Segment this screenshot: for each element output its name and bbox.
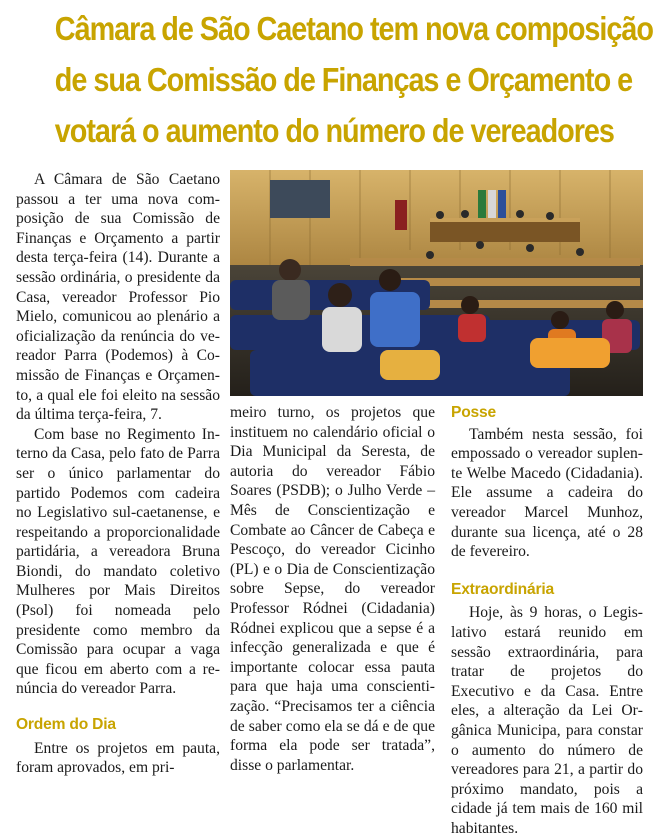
paragraph-projetos: meiro turno, os projetos que instituem no calendário oficial o Dia Municipal da Seresta, de autoria do vereador Fábio Soares (PSDB); o Julho Verde – Mês de Conscientização e Combate ao Câncer de Cabeça e Pescoço, do vereador Cicinho (PL) e o Dia de Conscientização sobre Sepse, do vereador Professor Ródnei (Cidadania) Ródnei explicou que a sepse é a infecção generalizada e que é importante colocar essa pauta para que haja uma conscientização. “Precisamos ter a ciência de saber como ela se dá e de que forma ela pode ser tratada”, disse o parlamentar.	[230, 404, 435, 774]
headline	[54, 4, 653, 157]
article-column-2	[230, 403, 435, 775]
paragraph-intro: A Câmara de São Caetano passou a ter uma nova composição de sua Comissão de Finanças e Orçamento a partir desta terça-feira (14). Durante a sessão ordinária, o presidente da Casa, vereador Professor Pio Mielo, comunicou ao plenário a oficialização da renúncia do vereador Parra (Podemos) à Comissão de Finanças e Orçamento, a qual ele foi eleito na sessão da última terça-feira, 7.	[16, 171, 220, 424]
article-column-3	[451, 403, 643, 838]
subhead-posse: Posse	[451, 404, 496, 421]
photo-illustration	[230, 170, 643, 396]
headline-line-2: de sua Comissão de Finanças e Orçamento e	[54, 62, 633, 99]
paragraph-posse: Também nesta sessão, foi empossado o vereador suplente Welbe Macedo (Cidadania). Ele assume a cadeira do vereador Marcel Munhoz, durante sua licença, até o 28 de fevereiro.	[451, 425, 643, 561]
paragraph-extraordinaria: Hoje, às 9 horas, o Legislativo estará reunido em sessão extraordinária, para tratar de projetos do Executivo e da Casa. Entre eles, a alteração da Lei Orgânica Municipa, para constar o aumento do número de vereadores para 21, a partir do próximo mandato, pois a cidade já tem mais de 160 mil habitantes.	[451, 604, 643, 837]
subhead-ordem-do-dia: Ordem do Dia	[16, 716, 116, 734]
headline-line-1: Câmara de São Caetano tem nova composição	[54, 11, 653, 48]
paragraph-ordem-do-dia: Entre os projetos em pauta, foram aprovados, em pri-	[16, 739, 220, 777]
plenary-session-photo	[230, 170, 643, 396]
headline-line-3: votará o aumento do número de vereadores	[54, 113, 614, 150]
subhead-extraordinaria: Extraordinária	[451, 580, 554, 598]
paragraph-regimento: Com base no Regimento Interno da Casa, pelo fato de Parra ser o único parlamentar do partido Podemos com cadeira no Legislativo sul-caetanense, e respeitando a proporcionalidade partidária, a vereadora Bruna Biondi, do mandato coletivo Mulheres por Mais Direitos (Psol) foi nomeada pelo presidente como membro da Comissão para ocupar a vaga que ficou em aberto com a renúncia do vereador Parra.	[16, 425, 220, 698]
article-column-1	[16, 170, 220, 778]
